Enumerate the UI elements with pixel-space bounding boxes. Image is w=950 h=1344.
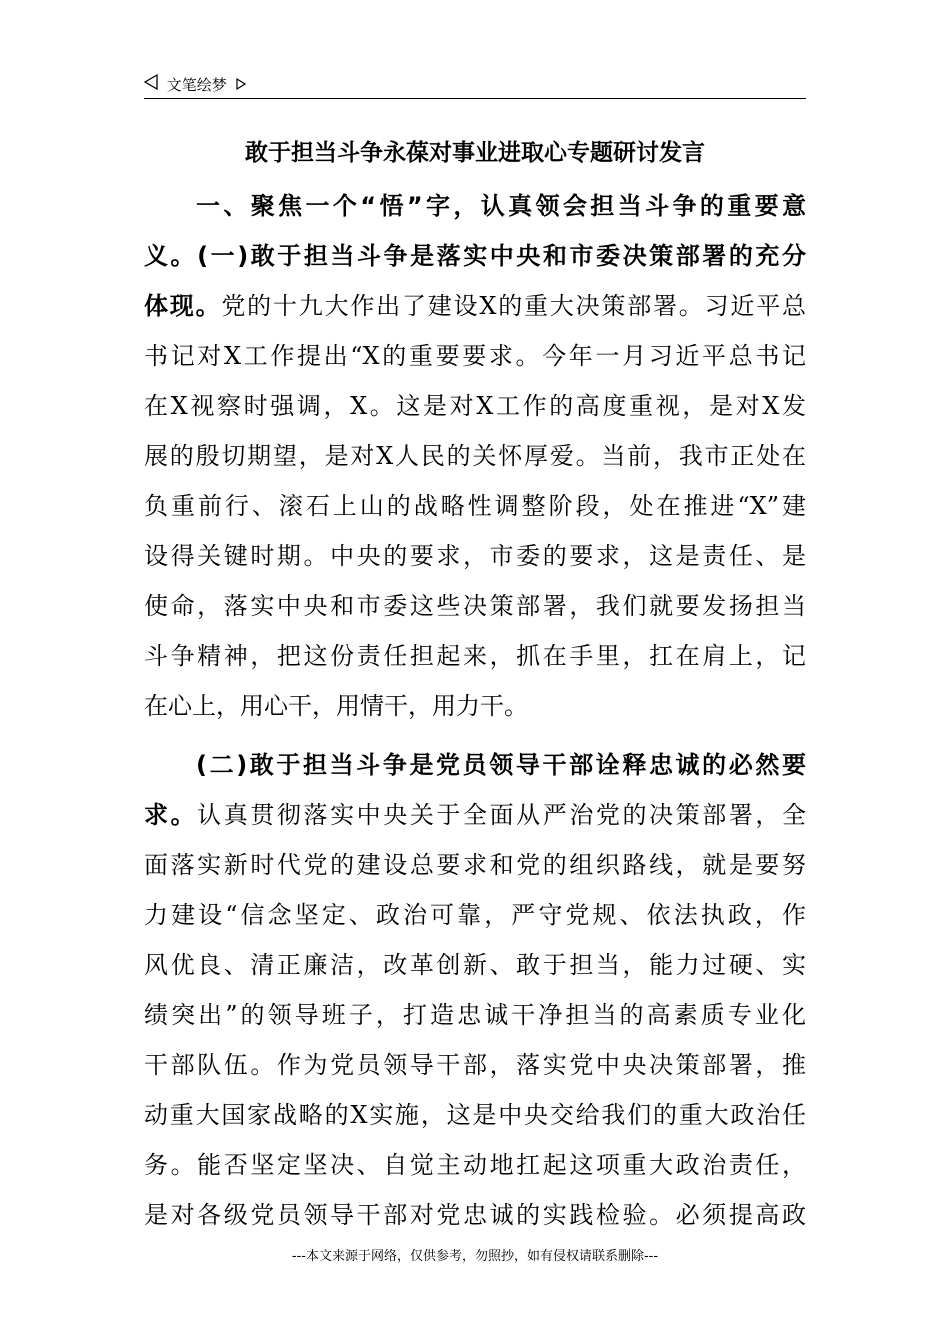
left-triangle-icon xyxy=(144,73,158,97)
right-triangle-icon xyxy=(236,73,246,97)
text-line: 面落实新时代党的建设总要求和党的组织路线，就是要努 xyxy=(144,851,806,879)
page-footer-disclaimer: ---本文来源于网络，仅供参考，勿照抄，如有侵权请联系删除--- xyxy=(291,1249,659,1264)
text-line: 动重大国家战略的X实施，这是中央交给我们的重大政治任 xyxy=(144,1101,806,1129)
text-line: 绩突出”的领导班子，打造忠诚干净担当的高素质专业化 xyxy=(144,1001,806,1029)
text-line: 书记对X工作提出“X的重要要求。今年一月习近平总书记 xyxy=(144,342,806,370)
text-line: 展的殷切期望，是对X人民的关怀厚爱。当前，我市正处在 xyxy=(144,442,806,470)
document-title: 敢于担当斗争永葆对事业进取心专题研讨发言 xyxy=(245,140,705,166)
text-line: 一、聚焦一个“悟”字，认真领会担当斗争的重要意 xyxy=(196,192,806,220)
header-brand: 文笔绘梦 xyxy=(166,75,227,94)
text-line: 力建设“信念坚定、政治可靠，严守党规、依法执政，作 xyxy=(144,901,806,929)
text-line: 在心上，用心干，用情干，用力干。 xyxy=(144,692,528,720)
text-line: 设得关键时期。中央的要求，市委的要求，这是责任、是 xyxy=(144,542,806,570)
text-line: 干部队伍。作为党员领导干部，落实党中央决策部署，推 xyxy=(144,1051,806,1079)
text-line: 使命，落实中央和市委这些决策部署，我们就要发扬担当 xyxy=(144,592,806,620)
text-line: 求。认真贯彻落实中央关于全面从严治党的决策部署，全 xyxy=(144,801,807,829)
text-line: 义。(一)敢于担当斗争是落实中央和市委决策部署的充分 xyxy=(144,242,806,270)
page-header xyxy=(144,72,806,99)
document-body xyxy=(144,181,806,1240)
text-line: 务。能否坚定坚决、自觉主动地扛起这项重大政治责任， xyxy=(144,1151,806,1179)
text-line: (二)敢于担当斗争是党员领导干部诠释忠诚的必然要 xyxy=(196,751,806,779)
text-line: 是对各级党员领导干部对党忠诚的实践检验。必须提高政 xyxy=(144,1201,806,1229)
text-line: 负重前行、滚石上山的战略性调整阶段，处在推进“X”建 xyxy=(144,492,806,520)
text-line: 体现。党的十九大作出了建设X的重大决策部署。习近平总 xyxy=(144,292,806,320)
text-line: 斗争精神，把这份责任担起来，抓在手里，扛在肩上，记 xyxy=(144,642,806,670)
text-line: 风优良、清正廉洁，改革创新、敢于担当，能力过硬、实 xyxy=(144,951,806,979)
text-line: 在X视察时强调，X。这是对X工作的高度重视，是对X发 xyxy=(144,392,806,420)
